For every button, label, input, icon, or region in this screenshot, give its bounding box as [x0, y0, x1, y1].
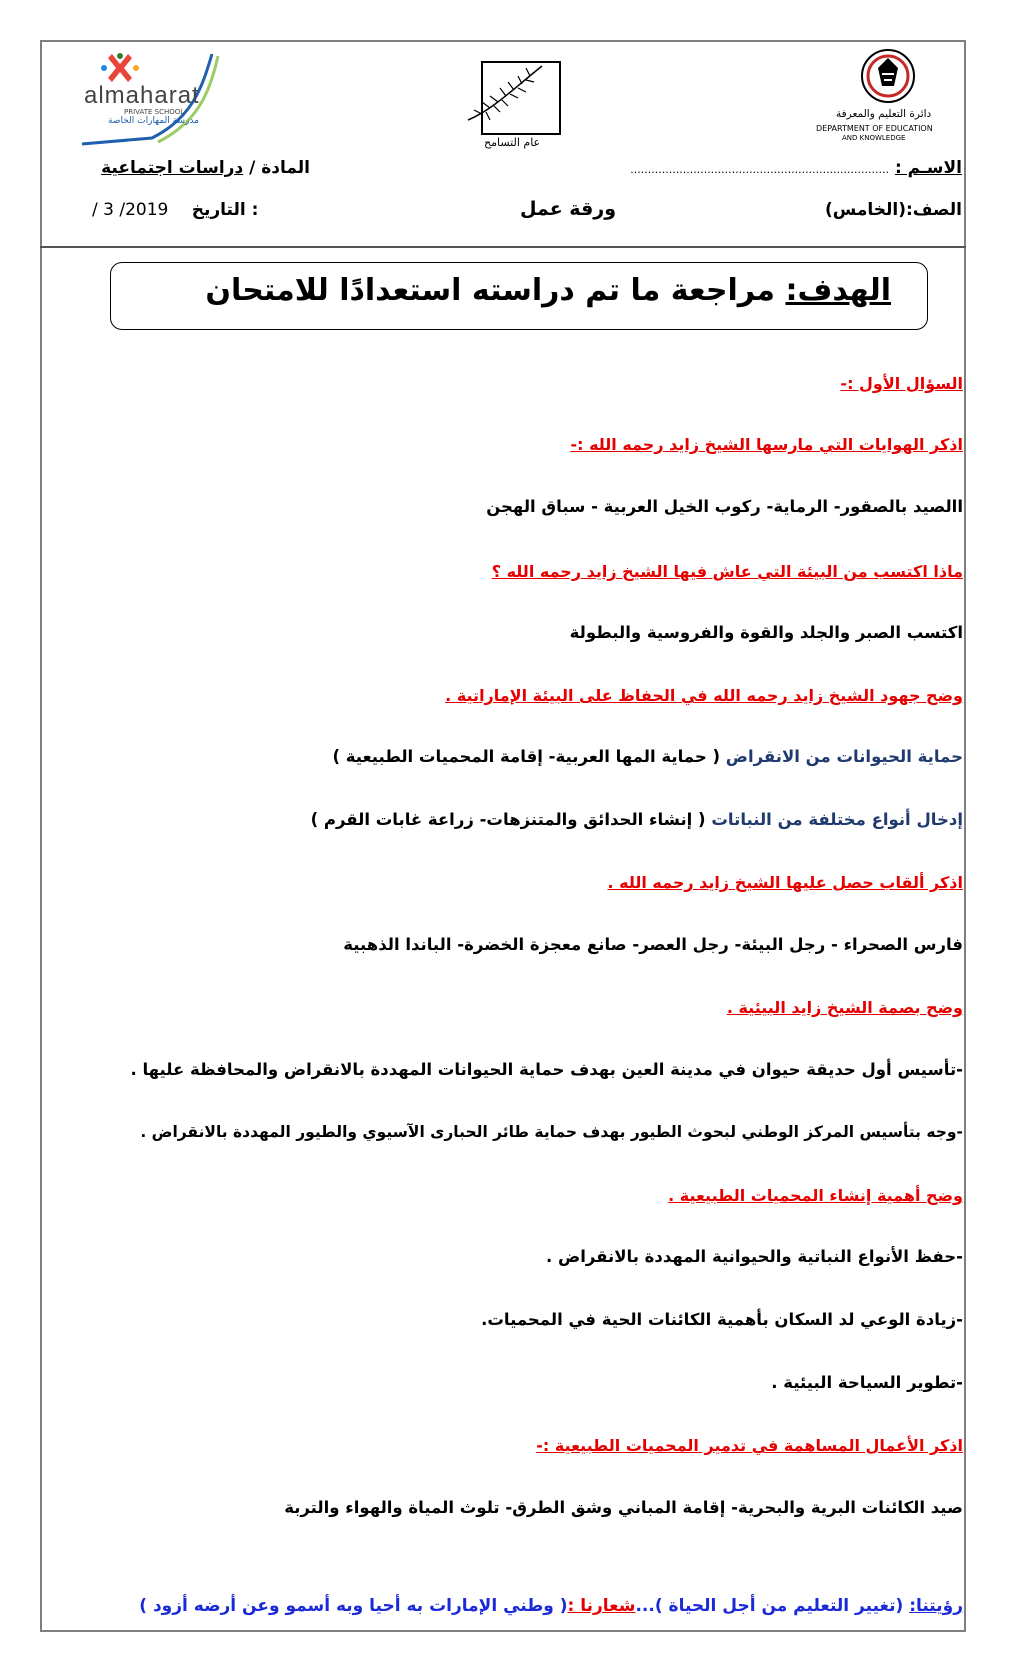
answer-efforts-2-label: إدخال أنواع مختلفة من النباتات — [711, 810, 963, 829]
date-label: التاريخ : — [191, 200, 259, 220]
school-subtitle-en: PRIVATE SCHOOL — [124, 108, 185, 116]
school-name-ar: مدرسة المهارات الخاصة — [108, 116, 199, 126]
answer-hobbies: االصيد بالصقور- الرماية- ركوب الخيل العربية - سباق الهجن — [486, 497, 963, 516]
question-hobbies: اذكر الهوايات التي مارسها الشيخ زايد رحمه الله :- — [570, 435, 963, 454]
subject-line — [101, 158, 310, 178]
answer-imprint-2: -وجه بتأسيس المركز الوطني لبحوث الطيور بهدف حماية طائر الحبارى الآسيوي والطيور المهددة بالانقراض . — [140, 1123, 963, 1141]
question-titles: اذكر ألقاب حصل عليها الشيخ زايد رحمه الله . — [607, 873, 963, 892]
date-value: / 3 /2019 — [92, 200, 169, 220]
adek-name-ar: دائرة التعليم والمعرفة — [836, 108, 932, 120]
answer-efforts-2 — [311, 810, 963, 829]
answer-reserves-1: -حفظ الأنواع النباتية والحيوانية المهددة بالانقراض . — [546, 1247, 963, 1266]
subject-label: المادة / — [249, 158, 310, 178]
name-line — [630, 158, 962, 178]
answer-efforts-1-text: ( حماية المها العربية- إقامة المحميات الطبيعية ) — [332, 747, 726, 766]
name-field-dots[interactable]: .......................................................................... — [630, 163, 890, 176]
emblem-icon — [778, 46, 948, 108]
school-name-en: almaharat — [84, 82, 200, 109]
tolerance-logo — [462, 60, 566, 150]
goal-label: الهدف: — [785, 273, 891, 308]
vision-label: رؤيتنا: — [909, 1596, 963, 1616]
worksheet-title: ورقة عمل — [520, 198, 617, 220]
question-acquired: ماذا اكتسب من البيئة التي عاش فيها الشيخ زايد رحمه الله ؟ — [491, 562, 963, 581]
slogan-label: شعارنا : — [567, 1596, 636, 1616]
answer-efforts-1 — [332, 747, 963, 766]
goal-box — [110, 262, 928, 330]
question-imprint: وضح بصمة الشيخ زايد البيئية . — [726, 998, 963, 1017]
subject-value: دراسات اجتماعية — [101, 158, 244, 178]
answer-imprint-1: -تأسيس أول حديقة حيوان في مدينة العين بهدف حماية الحيوانات المهددة بالانقراض والمحافظة عليها . — [130, 1060, 963, 1079]
answer-efforts-1-label: حماية الحيوانات من الانقراض — [725, 747, 963, 766]
adek-name-en-2: AND KNOWLEDGE — [842, 134, 906, 142]
goal-text — [205, 273, 891, 308]
answer-reserves-2: -زيادة الوعي لد السكان بأهمية الكائنات الحية في المحميات. — [481, 1310, 963, 1329]
adek-name-en-1: DEPARTMENT OF EDUCATION — [816, 124, 933, 133]
question-efforts: وضح جهود الشيخ زايد رحمه الله في الحفاظ على البيئة الإماراتية . — [445, 686, 963, 705]
tolerance-logo-graphic — [462, 60, 566, 136]
footer-motto — [139, 1596, 963, 1616]
answer-acquired: اكتسب الصبر والجلد والقوة والفروسية والبطولة — [569, 623, 963, 642]
answer-titles: فارس الصحراء - رجل البيئة- رجل العصر- صانع معجزة الخضرة- الباندا الذهبية — [343, 935, 963, 954]
answer-efforts-2-text: ( إنشاء الحدائق والمتنزهات- زراعة غابات القرم ) — [310, 810, 712, 829]
name-label: الاسـم : — [894, 158, 962, 178]
answer-reserves-3: -تطوير السياحة البيئية . — [771, 1373, 963, 1392]
grade-label: الصف: — [905, 200, 962, 220]
tolerance-logo-text: عام التسامح — [484, 136, 541, 149]
question-reserves: وضح أهمية إنشاء المحميات الطبيعية . — [668, 1186, 963, 1205]
date-line — [92, 200, 258, 220]
grade-line — [825, 200, 962, 220]
school-logo — [62, 48, 234, 148]
header-separator — [40, 246, 966, 248]
vision-text: (تغيير التعليم من أجل الحياة )... — [635, 1596, 910, 1616]
question-1-title: السؤال الأول :- — [840, 374, 963, 393]
adek-logo — [778, 46, 948, 156]
answer-destruction: صيد الكائنات البرية والبحرية- إقامة المباني وشق الطرق- تلوث المياة والهواء والتربة — [284, 1498, 963, 1517]
grade-value: (الخامس) — [825, 200, 906, 220]
goal-description: مراجعة ما تم دراسته استعدادًا للامتحان — [205, 273, 786, 308]
question-destruction: اذكر الأعمال المساهمة في تدمير المحميات الطبيعية :- — [536, 1436, 963, 1455]
slogan-text: ( وطني الإمارات به أحيا وبه أسمو وعن أرضه أزود ) — [139, 1596, 568, 1616]
